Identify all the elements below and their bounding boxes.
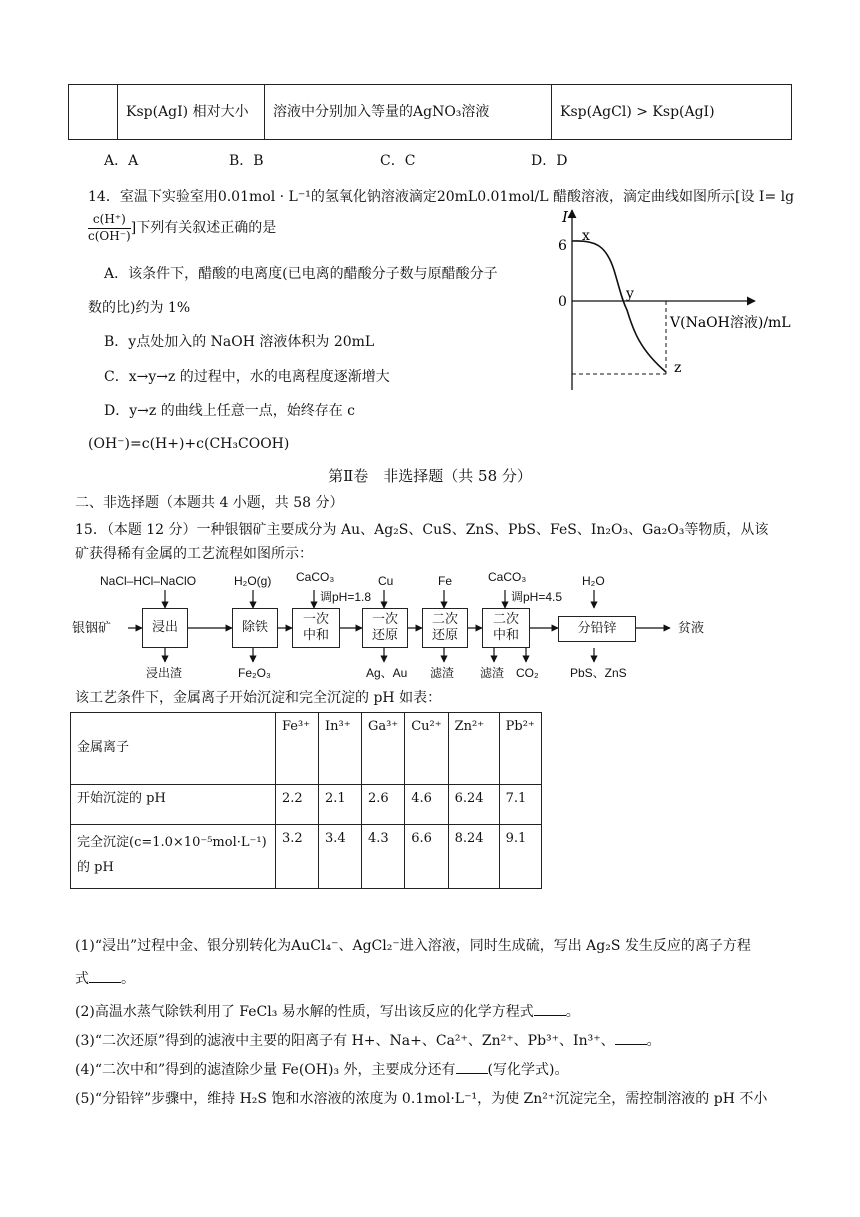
- reagent-caco3-1: CaCO₃: [296, 570, 335, 584]
- fraction-numerator: c(H⁺): [88, 212, 131, 229]
- point-z-label: z: [674, 360, 682, 376]
- table-cell-label: Ksp(AgI) 相对大小: [118, 85, 265, 140]
- table-cell: 6.6: [405, 825, 448, 889]
- reagent-caco3-2: CaCO₃: [488, 570, 527, 584]
- step-separate-pb-zn: [558, 616, 636, 642]
- step-label: 浸出: [151, 619, 178, 635]
- output-fe2o3: Fe₂O₃: [238, 666, 271, 680]
- question-text: (3)“二次还原”得到的滤液中主要的阳离子有 H+、Na+、Ca²⁺、Zn²⁺、Pb³⁺、In³⁺、: [75, 1033, 615, 1049]
- table-cell-method: 溶液中分别加入等量的AgNO₃溶液: [265, 85, 552, 140]
- output-ag-au: Ag、Au: [366, 666, 408, 680]
- ph-table: [70, 712, 542, 889]
- reagent-steam: H₂O(g): [234, 574, 272, 588]
- titration-graph: [540, 200, 820, 400]
- flow-end: 贫液: [678, 620, 705, 635]
- q14-option-b: B．y点处加入的 NaOH 溶液体积为 20mL: [104, 334, 375, 350]
- fraction-denominator: c(OH⁻): [88, 228, 131, 243]
- step-label: 除铁: [241, 619, 268, 635]
- output-leach-residue: 浸出渣: [146, 666, 183, 680]
- output-pbs-zns: PbS、ZnS: [570, 666, 627, 680]
- question-text: 。: [565, 1004, 580, 1020]
- table-cell: 3.4: [319, 825, 362, 889]
- table-cell: 4.3: [362, 825, 405, 889]
- table-cell: 开始沉淀的 pH: [71, 785, 276, 825]
- q14-option-a: A．该条件下，醋酸的电离度(已电离的醋酸分子数与原醋酸分子: [104, 266, 498, 282]
- table-cell: 4.6: [405, 785, 448, 825]
- reagent-leach: NaCl–HCl–NaClO: [100, 574, 197, 588]
- output-residue-co2: 滤渣 CO₂: [480, 666, 539, 680]
- point-y-label: y: [626, 286, 634, 302]
- q13-option-d: D．D: [531, 153, 568, 169]
- table-cell: 9.1: [499, 825, 541, 889]
- reagent-cu: Cu: [378, 574, 394, 588]
- question-5: (5)“分铅锌”步骤中，维持 H₂S 饱和水溶液的浓度为 0.1mol·L⁻¹，为使 Zn²⁺沉淀完全，需控制溶液的 pH 不小: [75, 1091, 768, 1107]
- table-header-row: [71, 713, 542, 785]
- q13-option-c: C．C: [380, 153, 416, 169]
- table-cell: 8.24: [448, 825, 499, 889]
- step-leach: [142, 608, 188, 648]
- table-cell-conclusion: Ksp(AgCl) > Ksp(AgI): [552, 85, 792, 140]
- step-reduce-1: [362, 608, 408, 648]
- header-cell: Cu²⁺: [405, 713, 448, 785]
- tick-6: 6: [558, 238, 567, 254]
- titration-curve: [572, 241, 666, 372]
- question-4: [75, 1061, 568, 1079]
- header-cell: Pb²⁺: [499, 713, 541, 785]
- step-neutralize-1: [292, 608, 340, 648]
- q14-option-c: C．x→y→z 的过程中，水的电离程度逐渐增大: [104, 369, 390, 385]
- process-flow-diagram: [70, 568, 790, 686]
- step-label: 二次 中和: [492, 611, 519, 643]
- q14-stem-end: ]下列有关叙述正确的是: [130, 220, 277, 237]
- ph-table-intro: 该工艺条件下，金属离子开始沉淀和完全沉淀的 pH 如表：: [75, 690, 442, 706]
- q14-stem: 14．室温下实验室用0.01mol · L⁻¹的氢氧化钠溶液滴定20mL0.01mol/L 醋酸溶液，滴定曲线如图所示[设 I= lg: [88, 189, 795, 205]
- section-title: 第Ⅱ卷 非选择题（共 58 分）: [328, 467, 532, 485]
- step-label: 分铅锌: [577, 620, 617, 636]
- question-text: (2)高温水蒸气除铁利用了 FeCl₃ 易水解的性质，写出该反应的化学方程式: [75, 1004, 534, 1020]
- q13-option-b: B．B: [229, 153, 264, 169]
- step-label: 一次 还原: [371, 611, 398, 643]
- header-cell: Ga³⁺: [362, 713, 405, 785]
- step-neutralize-2: [482, 608, 530, 648]
- table-cell: 2.6: [362, 785, 405, 825]
- header-cell: 金属离子: [71, 713, 276, 785]
- table-cell: 7.1: [499, 785, 541, 825]
- table-row: [71, 785, 542, 825]
- header-cell: In³⁺: [319, 713, 362, 785]
- q14-option-d-cont: (OH⁻)=c(H+)+c(CH₃COOH): [88, 436, 290, 452]
- step-label: 一次 中和: [302, 611, 329, 643]
- table-cell: 2.1: [319, 785, 362, 825]
- header-cell: Fe³⁺: [276, 713, 319, 785]
- q15-stem-cont: 矿获得稀有金属的工艺流程如图所示：: [75, 546, 313, 562]
- answer-blank[interactable]: [534, 1003, 566, 1016]
- x-axis-label: V(NaOH溶液)/mL: [670, 315, 791, 331]
- table-cell: 6.24: [448, 785, 499, 825]
- question-text: 式: [75, 971, 89, 987]
- question-text: (写化学式)。: [487, 1062, 569, 1078]
- step-remove-iron: [232, 608, 278, 648]
- step-reduce-2: [422, 608, 468, 648]
- output-residue-1: 滤渣: [430, 666, 455, 680]
- q14-option-d: D．y→z 的曲线上任意一点，始终存在 c: [104, 403, 355, 419]
- step-label: 二次 还原: [431, 611, 458, 643]
- q13-option-a: A．A: [104, 153, 139, 169]
- ph-adjust-1: 调pH=1.8: [320, 590, 372, 604]
- answer-blank[interactable]: [615, 1032, 647, 1045]
- q14-option-a-cont: 数的比)约为 1%: [88, 300, 191, 316]
- answer-blank[interactable]: [89, 970, 121, 983]
- table-cell: 2.2: [276, 785, 319, 825]
- question-1: (1)“浸出”过程中金、银分别转化为AuCl₄⁻、AgCl₂⁻进入溶液，同时生成硫，写出 Ag₂S 发生反应的离子方程: [75, 938, 751, 954]
- comparison-table: [68, 84, 792, 140]
- table-row: [71, 825, 542, 889]
- section-subtitle: 二、非选择题（本题共 4 小题，共 58 分）: [75, 495, 344, 511]
- ph-adjust-2: 调pH=4.5: [511, 590, 563, 604]
- question-text: (4)“二次中和”得到的滤渣除少量 Fe(OH)₃ 外，主要成分还有: [75, 1062, 456, 1078]
- table-cell: 完全沉淀(c=1.0×10⁻⁵mol·L⁻¹)的 pH: [71, 825, 276, 889]
- y-axis-label: I: [562, 208, 568, 226]
- question-text: 。: [646, 1033, 661, 1049]
- question-text: 。: [121, 971, 135, 987]
- table-row: [69, 85, 792, 140]
- header-cell: Zn²⁺: [448, 713, 499, 785]
- q14-fraction-line: [88, 212, 276, 244]
- question-2: [75, 1003, 580, 1021]
- table-cell: 3.2: [276, 825, 319, 889]
- tick-0: 0: [558, 294, 567, 310]
- question-3: [75, 1032, 661, 1050]
- reagent-water: H₂O: [582, 574, 605, 588]
- reagent-fe: Fe: [438, 574, 453, 588]
- flow-start: 银铟矿: [72, 620, 112, 635]
- q15-stem: 15．（本题 12 分）一种银铟矿主要成分为 Au、Ag₂S、CuS、ZnS、PbS、FeS、In₂O₃、Ga₂O₃等物质，从该: [75, 522, 769, 538]
- table-cell-empty: [69, 85, 118, 140]
- question-1-cont: [75, 970, 135, 988]
- answer-blank[interactable]: [456, 1061, 488, 1074]
- point-x-label: x: [582, 228, 590, 244]
- q14-fraction: [88, 212, 131, 244]
